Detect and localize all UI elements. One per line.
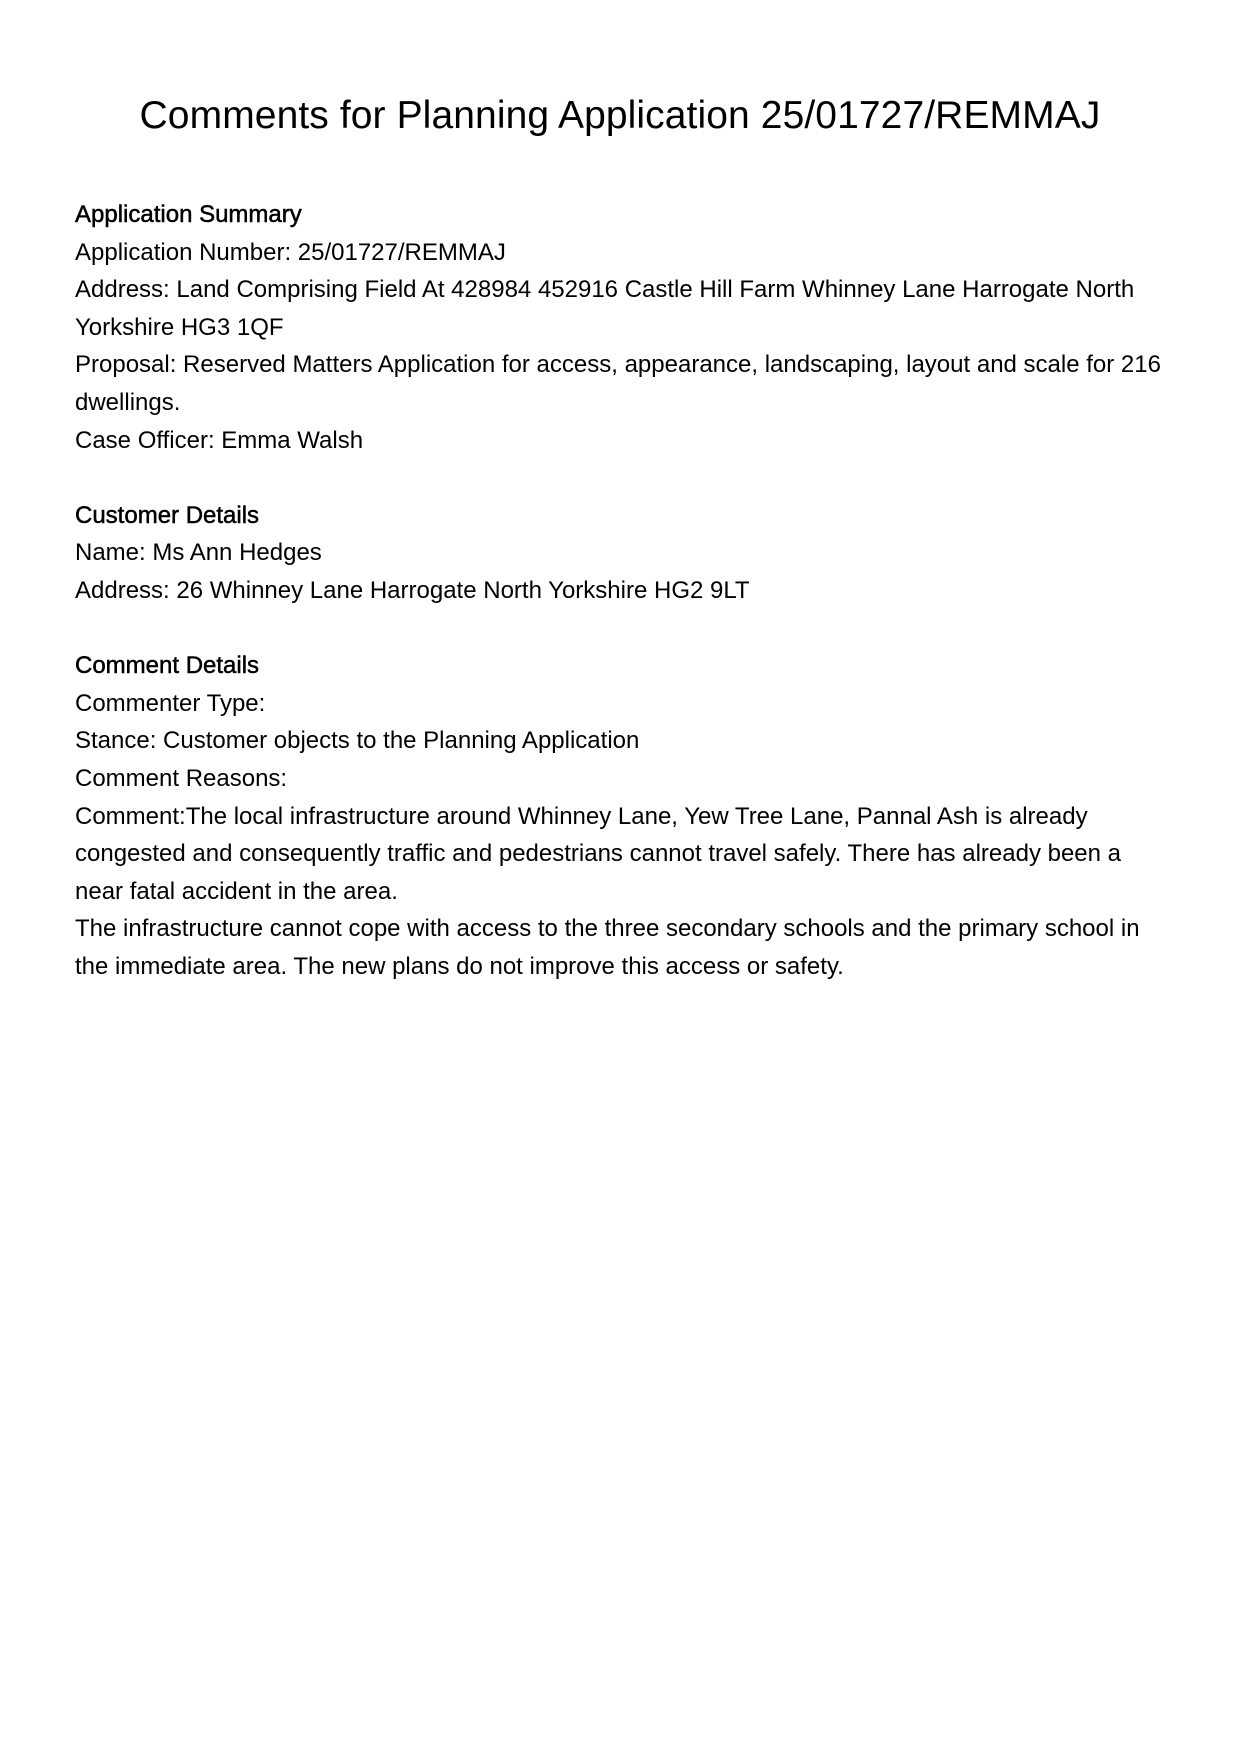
customer-details-heading: Customer Details bbox=[75, 501, 260, 529]
commenter-type: Commenter Type: bbox=[75, 689, 266, 717]
customer-name: Name: Ms Ann Hedges bbox=[75, 539, 322, 567]
application-number: Application Number: 25/01727/REMMAJ bbox=[75, 238, 506, 266]
comment-reasons: Comment Reasons: bbox=[75, 764, 288, 792]
case-officer: Case Officer: Emma Walsh bbox=[75, 426, 364, 454]
page-title: Comments for Planning Application 25/01727/REMMAJ bbox=[139, 94, 1101, 137]
customer-address: Address: 26 Whinney Lane Harrogate North Yorkshire HG2 9LT bbox=[75, 576, 750, 604]
comment-paragraph-1: Comment:The local infrastructure around Whinney Lane, Yew Tree Lane, Pannal Ash is already congested and consequently traffic and pedestrians cannot travel safely. There has already been a near fatal accident in the area. bbox=[75, 802, 1122, 905]
application-summary-section bbox=[75, 196, 1175, 459]
application-address: Address: Land Comprising Field At 428984 452916 Castle Hill Farm Whinney Lane Harrogate North Yorkshire HG3 1QF bbox=[75, 276, 1135, 341]
customer-details-section bbox=[75, 497, 1175, 610]
application-proposal: Proposal: Reserved Matters Application for access, appearance, landscaping, layout and scale for 216 dwellings. bbox=[75, 351, 1161, 416]
document-body bbox=[75, 196, 1175, 1023]
application-summary-heading: Application Summary bbox=[75, 201, 302, 228]
comment-details-section bbox=[75, 647, 1175, 985]
stance: Stance: Customer objects to the Planning Application bbox=[75, 727, 640, 755]
comment-paragraph-2: The infrastructure cannot cope with access to the three secondary schools and the primary school in the immediate area. The new plans do not improve this access or safety. bbox=[75, 915, 1140, 980]
comment-details-heading: Comment Details bbox=[75, 652, 260, 680]
